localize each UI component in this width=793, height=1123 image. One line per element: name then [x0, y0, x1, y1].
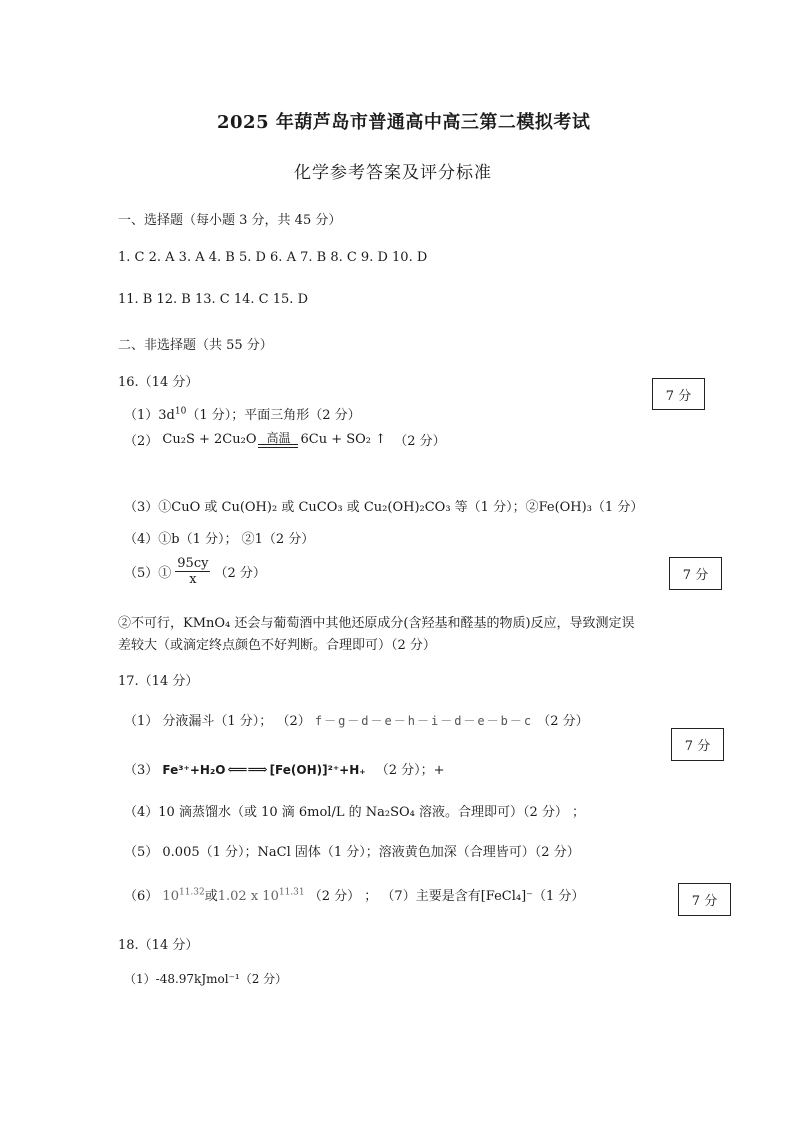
q18-part1: （1）-48.97kJmol⁻¹（2 分）: [124, 972, 288, 986]
q17-part6-7-rest: （2 分） ； （7）主要是含有[FeCl₄]⁻（1 分）: [308, 889, 585, 904]
q16-part5-fraction: [175, 556, 210, 587]
q17-part5: （5） 0.005（1 分）；NaCl 固体（1 分）；溶液黄色加深（合理皆可）（2 分）: [124, 845, 580, 860]
q16-part5-2-line2: 差较大（或滴定终点颜色不好判断。合理即可）（2 分）: [118, 638, 436, 653]
q16-part5-numerator: 95cy: [177, 556, 209, 571]
q17-part6-or: 或: [204, 889, 218, 904]
q17-part3-rhs: [Fe(OH)]²⁺+H₊: [269, 763, 366, 777]
q17-part6-value-b-exp: 11.31: [278, 887, 305, 898]
q16-part2-condition-arrow: [258, 432, 298, 448]
document-title: 2025 年葫芦岛市普通高中高三第二模拟考试: [217, 112, 591, 133]
mc-answers-row-1: 1. C 2. A 3. A 4. B 5. D 6. A 7. B 8. C 9. D 10. D: [118, 250, 428, 265]
q16-part2-label: （2）: [124, 434, 159, 449]
q17-part1-2: [124, 710, 589, 729]
q16-part1: [124, 404, 361, 423]
q16-part2: [124, 430, 446, 449]
q16-part4: （4）①b（1 分）； ②1（2 分）: [124, 532, 315, 547]
q16-part2-rhs: 6Cu + SO₂ ↑: [300, 432, 387, 447]
section2-heading: 二、非选择题（共 55 分）: [118, 338, 273, 353]
q17-part3-label: （3）: [124, 763, 159, 778]
q16-heading: 16.（14 分）: [118, 375, 199, 390]
q17-part3-lhs: Fe³⁺+H₂O: [162, 763, 226, 777]
q16-part5: [124, 556, 266, 587]
q17-part6-value-b: 1.02 x 10: [217, 889, 279, 904]
q17-score-box-1: 7 分: [671, 728, 724, 761]
q16-part5-score: （2 分）: [214, 566, 266, 581]
q16-part5-denominator: x: [189, 572, 197, 587]
q16-part5-2-line1: ②不可行，KMnO₄ 还会与葡萄酒中其他还原成分(含羟基和醛基的物质)反应，导致测定误: [118, 616, 635, 631]
q17-part2-sequence: f－g－d－e－h－i－d－e－b－c: [314, 714, 534, 728]
q17-part2-score: （2 分）: [537, 714, 589, 729]
q17-heading: 17.（14 分）: [118, 674, 199, 689]
q16-part1-sup: 10: [174, 406, 187, 417]
q17-part6-value-a: 10: [162, 889, 179, 904]
q17-part6-value-a-exp: 11.32: [178, 887, 205, 898]
q16-part2-score: （2 分）: [394, 434, 446, 449]
q17-part6-label: （6）: [124, 889, 159, 904]
q16-part2-condition: 高温: [266, 430, 291, 445]
q16-part1-rest: （1 分）；平面三角形（2 分）: [186, 408, 361, 423]
q16-score-box-2: 7 分: [669, 557, 722, 590]
section1-heading: 一、选择题（每小题 3 分，共 45 分）: [118, 213, 342, 228]
q16-part5-label: （5）①: [124, 566, 172, 581]
q17-score-box-2: 7 分: [678, 883, 731, 916]
q16-part1-label: （1）: [124, 408, 159, 423]
q17-part3: [124, 759, 445, 778]
q18-heading: 18.（14 分）: [118, 938, 199, 953]
q17-part3-score: （2 分）；+: [375, 763, 445, 778]
mc-answers-row-2: 11. B 12. B 13. C 14. C 15. D: [118, 292, 308, 307]
q16-score-box-1: 7 分: [652, 378, 705, 410]
q16-part1-config: 3d: [158, 408, 175, 423]
q16-part2-lhs: Cu₂S + 2Cu₂O: [162, 432, 257, 447]
q17-part4: （4）10 滴蒸馏水（或 10 滴 6mol/L 的 Na₂SO₄ 溶液。合理即可）（2 分） ；: [124, 805, 586, 820]
document-subtitle: 化学参考答案及评分标准: [294, 163, 492, 183]
q16-part3: （3）①CuO 或 Cu(OH)₂ 或 CuCO₃ 或 Cu₂(OH)₂CO₃ 等（1 分）；②Fe(OH)₃（1 分）: [124, 500, 644, 515]
reversible-arrow-icon: ⟸⟹: [227, 762, 268, 778]
q17-part6-7: [124, 885, 584, 904]
q17-part1-text: （1） 分液漏斗（1 分）； （2）: [124, 714, 311, 729]
